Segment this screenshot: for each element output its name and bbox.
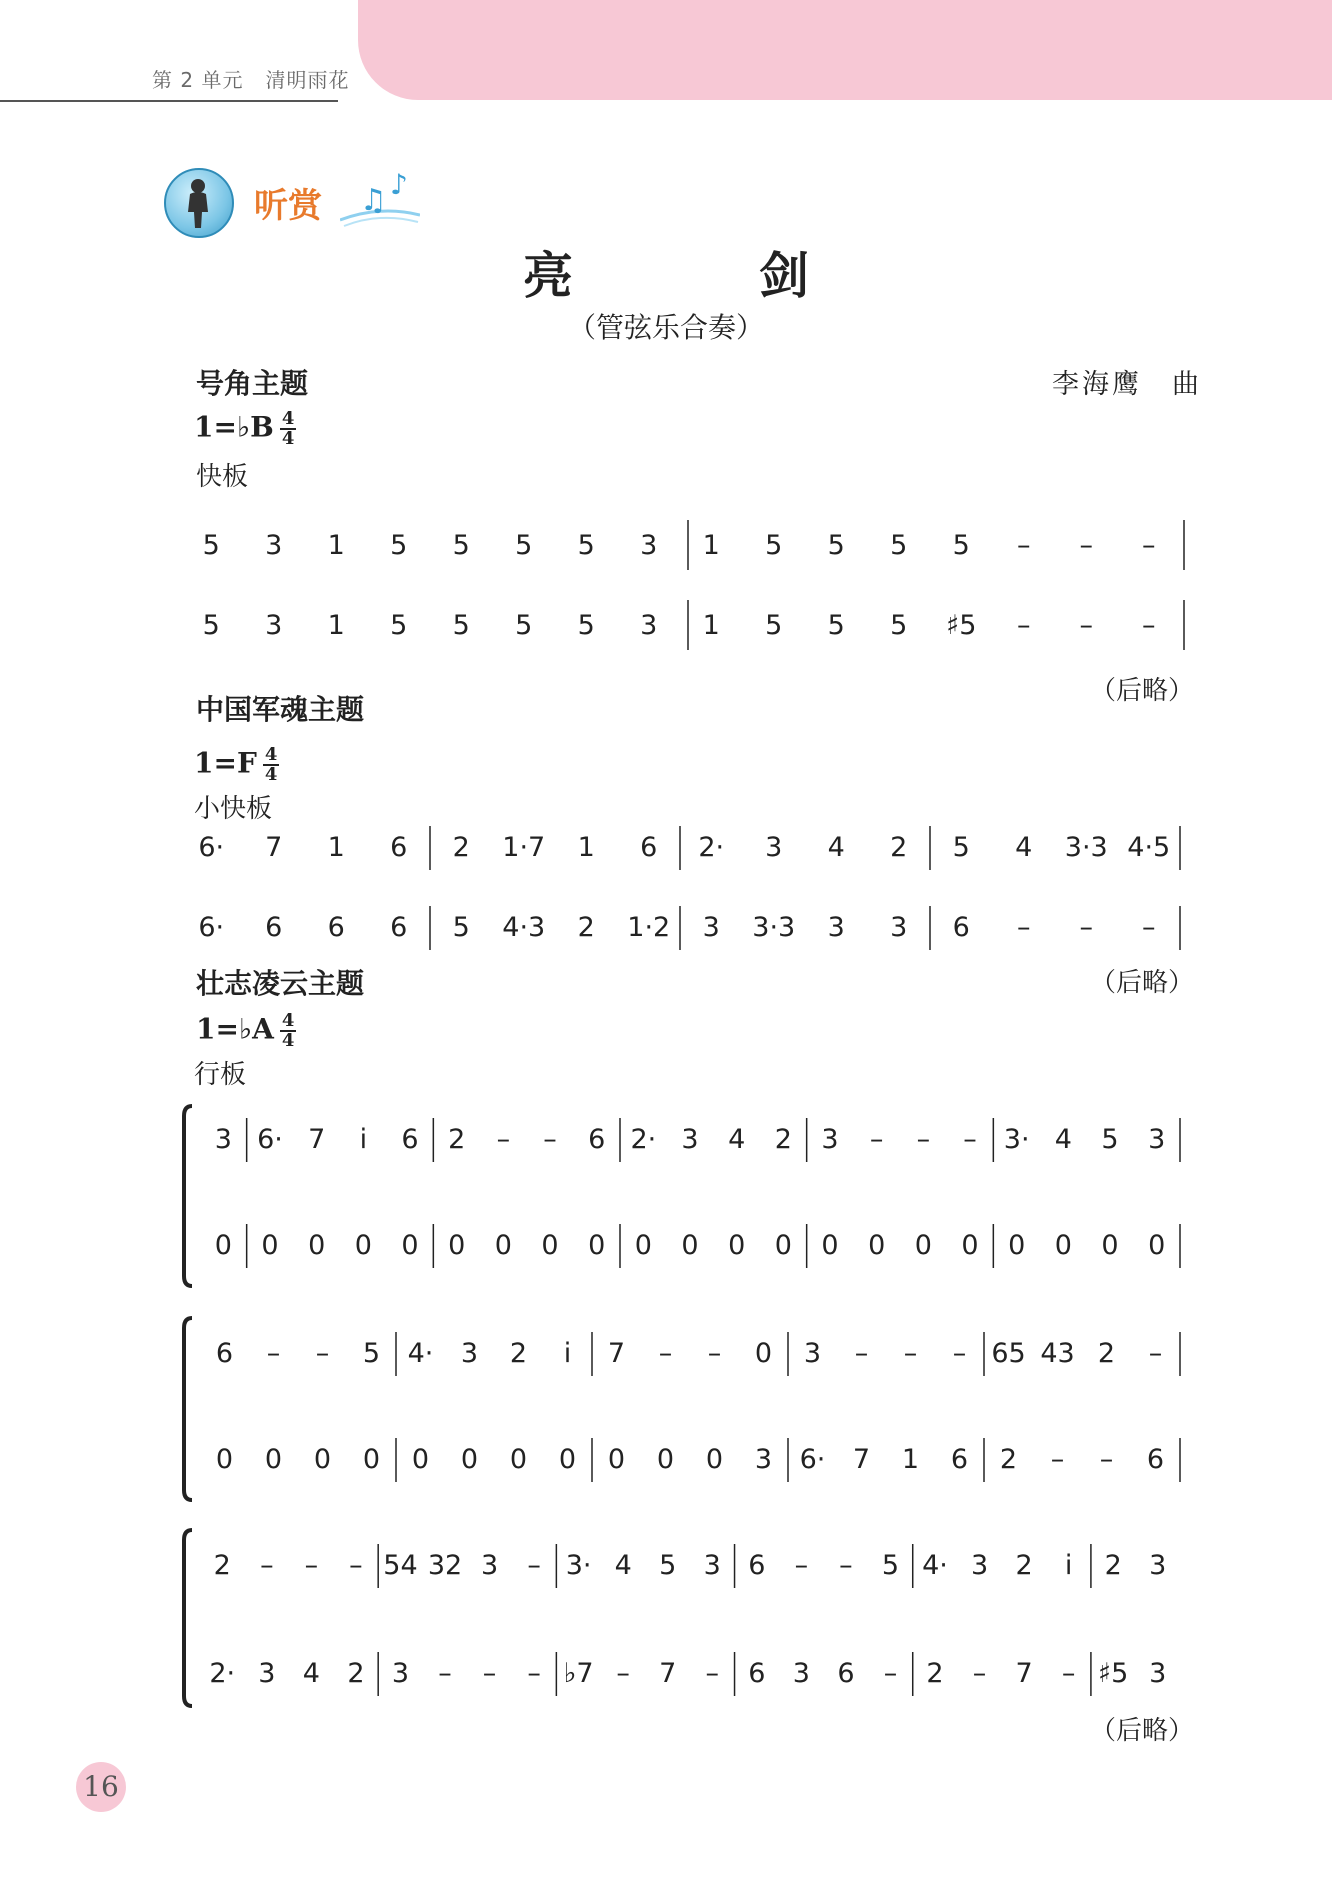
score-note: 0 <box>754 1338 773 1369</box>
score-note: 5 <box>765 530 783 561</box>
score-note: 0 <box>261 1230 279 1261</box>
score-note: 7 <box>1015 1658 1033 1689</box>
score-note: 1 <box>327 832 345 863</box>
score-note: – <box>1142 912 1156 943</box>
score-note: 3 <box>1149 1550 1167 1581</box>
score-note: 3 <box>265 610 283 641</box>
score-note: 3 <box>827 912 845 943</box>
score-note: – <box>1079 912 1093 943</box>
score-note: 6 <box>748 1550 766 1581</box>
score-note: 5 <box>765 610 783 641</box>
score-section-2 <box>180 818 1200 968</box>
score-note: 1 <box>327 610 345 641</box>
score-note: 0 <box>448 1230 466 1261</box>
score-note: – <box>1061 1658 1076 1689</box>
score-note: 3 <box>890 912 908 943</box>
score-note: – <box>543 1124 557 1155</box>
key-signature <box>194 746 279 784</box>
score-note: 6 <box>837 1658 855 1689</box>
score-note: 5 <box>659 1550 677 1581</box>
score-note: 5 <box>952 530 970 561</box>
score-note: 1 <box>327 530 345 561</box>
score-note: 2 <box>448 1124 466 1155</box>
score-note: 6 <box>390 832 408 863</box>
omitted-note: （后略） <box>1090 1716 1195 1746</box>
music-notes-icon <box>340 160 420 230</box>
score-note: 3 <box>703 1550 721 1581</box>
unit-title: 清明雨花 <box>265 68 350 92</box>
score-note: ♯5 <box>1098 1658 1129 1689</box>
score-note: 0 <box>509 1444 528 1475</box>
score-note: 6 <box>950 1444 969 1475</box>
score-note: 3 <box>1148 1124 1166 1155</box>
score-lines <box>203 530 1156 641</box>
score-note: – <box>658 1338 673 1369</box>
score-note: 2· <box>209 1658 236 1689</box>
score-lines <box>198 826 1180 950</box>
score-note: 5 <box>452 530 470 561</box>
score-note: 5 <box>202 610 220 641</box>
score-note: 3 <box>681 1124 699 1155</box>
key-label: 1=♭A <box>196 1012 274 1046</box>
piece-subtitle: （管弦乐合奏） <box>567 311 764 344</box>
score-note: – <box>903 1338 918 1369</box>
score-note: – <box>527 1658 541 1689</box>
score-note: 3 <box>792 1658 810 1689</box>
omitted-note: （后略） <box>1090 968 1195 998</box>
score-note: – <box>1148 1338 1163 1369</box>
score-note: 3 <box>391 1658 410 1689</box>
score-note: 6 <box>640 832 658 863</box>
score-note: i <box>1064 1550 1073 1581</box>
score-note: 6 <box>265 912 283 943</box>
score-note: 5 <box>577 530 595 561</box>
score-note: 0 <box>1008 1230 1026 1261</box>
score-note: 1 <box>577 832 595 863</box>
score-note: – <box>1079 610 1093 641</box>
score-note: 2 <box>926 1658 944 1689</box>
unit-number: 第 2 单元 <box>152 68 244 92</box>
score-note: 5 <box>1101 1124 1119 1155</box>
score-note: 0 <box>821 1230 839 1261</box>
score-note: 6 <box>327 912 345 943</box>
listener-silhouette-icon <box>184 178 212 228</box>
score-note: 0 <box>774 1230 792 1261</box>
score-note: 5 <box>362 1338 381 1369</box>
key-label: 1=F <box>194 746 257 780</box>
score-note: 5 <box>390 530 408 561</box>
listening-label: 听赏 <box>254 186 322 226</box>
score-note: 0 <box>1101 1230 1119 1261</box>
score-note: 7 <box>308 1124 326 1155</box>
section-title: 中国军魂主题 <box>196 693 365 726</box>
score-note: 5 <box>202 530 220 561</box>
score-note: 0 <box>705 1444 724 1475</box>
score-note: 3· <box>1003 1124 1030 1155</box>
score-note: – <box>1017 530 1031 561</box>
score-note: – <box>916 1124 931 1155</box>
time-signature: $\frac{4}{4}$ <box>264 744 278 785</box>
score-note: 3 <box>640 610 658 641</box>
score-note: 0 <box>681 1230 699 1261</box>
svg-text:♪: ♪ <box>390 168 408 201</box>
score-note: 4 <box>1015 832 1033 863</box>
score-note: 6 <box>1146 1444 1165 1475</box>
score-note: – <box>260 1550 274 1581</box>
score-note: 5 <box>452 610 470 641</box>
tempo-marking: 快板 <box>196 462 249 492</box>
score-note: 1·7 <box>502 832 546 863</box>
score-note: 1 <box>702 530 720 561</box>
score-note: 0 <box>494 1230 512 1261</box>
key-label: 1=♭B <box>194 410 274 444</box>
score-note: 5 <box>577 610 595 641</box>
score-note: – <box>1017 610 1031 641</box>
score-note: 2 <box>577 912 595 943</box>
score-note: i <box>359 1124 368 1155</box>
score-note: 3 <box>765 832 783 863</box>
score-note: 2 <box>213 1550 231 1581</box>
score-note: – <box>616 1658 630 1689</box>
score-note: 5 <box>515 530 533 561</box>
score-note: 7 <box>265 832 283 863</box>
score-note: 0 <box>541 1230 559 1261</box>
score-note: – <box>527 1550 541 1581</box>
score-note: 0 <box>607 1444 626 1475</box>
score-note: 0 <box>588 1230 606 1261</box>
score-note: – <box>883 1658 898 1689</box>
score-note: – <box>482 1658 497 1689</box>
system-bracket <box>184 1106 192 1706</box>
score-note: 0 <box>634 1230 652 1261</box>
score-note: 0 <box>1148 1230 1166 1261</box>
score-note: 5 <box>890 530 908 561</box>
score-note: 6 <box>588 1124 606 1155</box>
score-note: 2 <box>774 1124 792 1155</box>
section-title: 号角主题 <box>196 367 309 400</box>
score-note: 3·3 <box>752 912 796 943</box>
score-note: 6 <box>952 912 970 943</box>
score-note: – <box>349 1550 363 1581</box>
score-note: ♯5 <box>946 610 977 641</box>
score-note: 0 <box>308 1230 326 1261</box>
key-signature <box>194 410 296 448</box>
score-note: – <box>972 1658 987 1689</box>
score-note: 1 <box>702 610 720 641</box>
score-note: 4·3 <box>502 912 546 943</box>
header-rule <box>0 100 338 102</box>
score-note: 3 <box>265 530 283 561</box>
score-note: – <box>266 1338 281 1369</box>
score-note: 6· <box>257 1124 283 1155</box>
score-note: 5 <box>827 530 845 561</box>
score-note: 6 <box>390 912 408 943</box>
score-note: 2 <box>999 1444 1018 1475</box>
score-note: – <box>315 1338 330 1369</box>
score-note: 3· <box>565 1550 592 1581</box>
score-note: 7 <box>607 1338 626 1369</box>
score-note: 4· <box>922 1550 948 1581</box>
score-note: 3 <box>821 1124 839 1155</box>
score-note: 3 <box>702 912 720 943</box>
score-lines <box>209 1118 1180 1696</box>
score-note: 3 <box>754 1444 773 1475</box>
score-note: 4 <box>302 1658 320 1689</box>
score-note: 2 <box>1097 1338 1116 1369</box>
score-note: 2· <box>630 1124 657 1155</box>
score-note: 5 <box>390 610 408 641</box>
score-note: 0 <box>961 1230 979 1261</box>
score-note: 0 <box>656 1444 675 1475</box>
score-note: 2 <box>347 1658 365 1689</box>
score-note: 5 <box>827 610 845 641</box>
score-note: 2· <box>698 832 725 863</box>
piece-title: 亮 剑 <box>523 246 877 305</box>
section-title: 壮志凌云主题 <box>196 967 365 1000</box>
score-note: 5 <box>952 832 970 863</box>
score-note: 43 <box>1040 1338 1075 1369</box>
score-note: – <box>304 1550 319 1581</box>
score-note: – <box>1142 610 1156 641</box>
score-note: 3 <box>214 1124 232 1155</box>
score-note: 0 <box>558 1444 577 1475</box>
score-note: – <box>1099 1444 1114 1475</box>
score-note: 2 <box>1104 1550 1122 1581</box>
header-band <box>358 0 1332 100</box>
score-note: 2 <box>452 832 470 863</box>
key-signature <box>196 1012 296 1050</box>
score-note: 1·2 <box>627 912 671 943</box>
score-note: 65 <box>991 1338 1026 1369</box>
score-note: 7 <box>659 1658 677 1689</box>
score-note: – <box>839 1550 853 1581</box>
score-note: 0 <box>214 1230 232 1261</box>
score-note: – <box>869 1124 884 1155</box>
score-note: i <box>563 1338 572 1369</box>
score-note: – <box>705 1658 720 1689</box>
score-note: 3 <box>460 1338 479 1369</box>
score-note: 3·3 <box>1064 832 1108 863</box>
score-note: 5 <box>890 610 908 641</box>
score-note: – <box>496 1124 511 1155</box>
score-note: 2 <box>1015 1550 1033 1581</box>
svg-text:♫: ♫ <box>360 183 387 218</box>
score-note: 0 <box>914 1230 932 1261</box>
score-note: 32 <box>427 1550 463 1581</box>
score-note: 6 <box>215 1338 234 1369</box>
score-note: 5 <box>515 610 533 641</box>
score-note: – <box>707 1338 722 1369</box>
score-note: 0 <box>460 1444 479 1475</box>
tempo-marking: 行板 <box>194 1060 247 1090</box>
score-note: 3 <box>803 1338 822 1369</box>
omitted-note: （后略） <box>1090 676 1195 706</box>
score-note: 2 <box>890 832 908 863</box>
score-note: 0 <box>401 1230 419 1261</box>
score-note: 3 <box>258 1658 276 1689</box>
score-note: 54 <box>383 1550 418 1581</box>
score-note: 5 <box>452 912 470 943</box>
score-note: 0 <box>1054 1230 1072 1261</box>
tempo-marking: 小快板 <box>194 794 273 824</box>
score-note: 1 <box>901 1444 920 1475</box>
score-note: 4 <box>1054 1124 1072 1155</box>
score-note: 2 <box>509 1338 528 1369</box>
score-note: – <box>1079 530 1093 561</box>
score-note: 0 <box>354 1230 372 1261</box>
score-note: 6 <box>748 1658 766 1689</box>
score-note: – <box>854 1338 869 1369</box>
score-note: 0 <box>728 1230 746 1261</box>
score-note: 0 <box>215 1444 234 1475</box>
unit-header <box>152 64 350 93</box>
score-note: – <box>1142 530 1156 561</box>
score-note: – <box>963 1124 977 1155</box>
page-number: 16 <box>83 1770 119 1803</box>
score-note: 6· <box>799 1444 826 1475</box>
score-note: 4·5 <box>1127 832 1171 863</box>
score-note: 6 <box>401 1124 419 1155</box>
time-signature: $\frac{4}{4}$ <box>281 1010 295 1051</box>
score-note: ♭7 <box>563 1658 594 1689</box>
score-note: 4· <box>407 1338 434 1369</box>
score-note: 3 <box>480 1550 499 1581</box>
score-note: – <box>1017 912 1031 943</box>
score-note: 6· <box>198 912 225 943</box>
score-note: – <box>1050 1444 1065 1475</box>
score-note: 0 <box>264 1444 283 1475</box>
composer: 李海鹰 曲 <box>1052 369 1202 400</box>
score-note: 0 <box>868 1230 886 1261</box>
score-note: 0 <box>362 1444 381 1475</box>
score-note: 4 <box>614 1550 632 1581</box>
score-note: 7 <box>852 1444 871 1475</box>
score-note: 6· <box>198 832 225 863</box>
score-note: 3 <box>970 1550 989 1581</box>
score-note: 0 <box>313 1444 332 1475</box>
score-note: 0 <box>411 1444 430 1475</box>
score-section-3 <box>180 1096 1200 1716</box>
score-note: 4 <box>728 1124 746 1155</box>
score-section-1 <box>180 490 1200 670</box>
score-note: – <box>794 1550 809 1581</box>
score-note: 5 <box>881 1550 900 1581</box>
score-note: 4 <box>827 832 845 863</box>
time-signature: $\frac{4}{4}$ <box>281 408 295 449</box>
score-note: – <box>438 1658 452 1689</box>
score-note: 3 <box>640 530 658 561</box>
score-note: – <box>952 1338 967 1369</box>
score-note: 3 <box>1149 1658 1167 1689</box>
